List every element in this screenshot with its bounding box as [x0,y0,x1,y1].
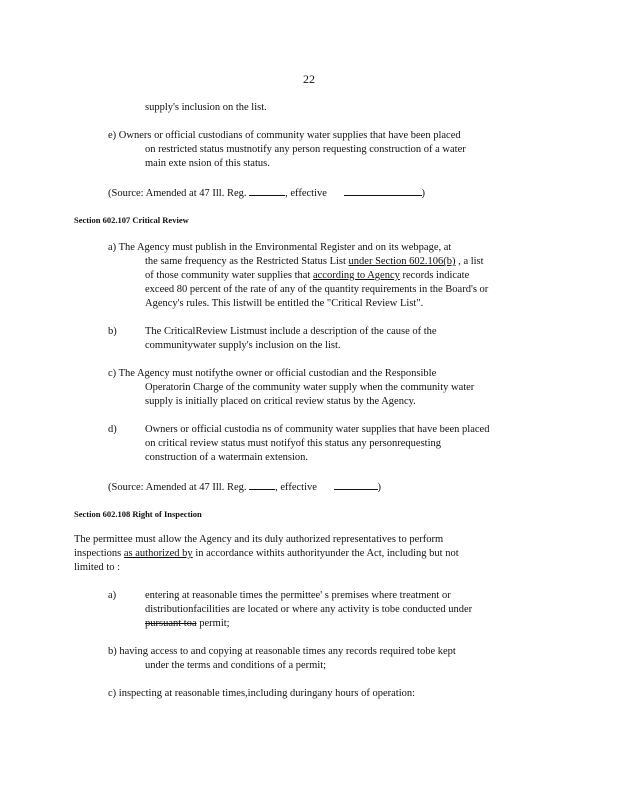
text-segment: in accordance withits authorityunder the Act, including but not [192,548,459,559]
paragraph-b-line: The CriticalReview Listmust include a description of the cause of the [145,326,437,337]
text-line: supply's inclusion on the list. [145,102,267,113]
text-line: construction of a watermain extension. [145,452,308,463]
item-b-line: b) having access to and copying at reasonable times any records required tobe kept [108,646,456,657]
effective-label: , effective [275,482,317,493]
close-paren: ) [421,188,426,199]
text-line: exceed 80 percent of the rate of any of the quantity requirements in the Board's or [145,284,489,295]
text-line [145,255,484,269]
close-paren: ) [377,482,382,493]
text-line: on restricted status mustnotify any person requesting construction of a water [145,144,466,155]
section-heading: Section 602.107 Critical Review [74,215,189,225]
blank-line [249,185,285,196]
inserted-text: according to Agency [312,270,400,281]
text-line: The permittee must allow the Agency and its duly authorized representatives to perform [74,534,444,545]
paragraph-e-line: e) Owners or official custodians of community water supplies that have been placed [108,130,461,141]
text-segment: inspections [74,548,124,559]
source-note [108,479,381,495]
text-segment: , a list [455,256,484,267]
paragraph-d-line: Owners or official custodia ns of community water supplies that have been placed [145,424,490,435]
paragraph-a-line: a) The Agency must publish in the Environmental Register and on its webpage, at [108,242,452,253]
paragraph-d-label: d) [108,424,117,435]
item-a-label: a) [108,590,117,601]
blank-line [249,479,275,490]
text-line: limited to : [74,562,121,573]
source-label: (Source: Amended at 47 Ill. Reg. [108,482,247,493]
blank-line [334,479,378,490]
section-heading: Section 602.108 Right of Inspection [74,509,202,519]
page-number: 22 [303,72,315,86]
text-segment: records indicate [399,270,470,281]
item-a-line: entering at reasonable times the permittee' s premises where treatment or [145,590,451,601]
text-line: Agency's rules. This listwill be entitled the "Critical Review List". [145,298,424,309]
text-line: main exte nsion of this status. [145,158,270,169]
paragraph-b-label: b) [108,326,117,337]
text-segment: the same frequency as the Restricted Status List [145,256,346,267]
effective-label: , effective [285,188,327,199]
text-line [74,547,459,561]
deleted-text: pursuant toa [145,618,197,629]
source-label: (Source: Amended at 47 Ill. Reg. [108,188,247,199]
text-line [145,269,469,283]
text-line: Operatorin Charge of the community water supply when the community water [145,382,475,393]
text-line: on critical review status must notifyof this status any personrequesting [145,438,441,449]
item-c-line: c) inspecting at reasonable times,including duringany hours of operation: [108,688,416,699]
text-segment: of those community water supplies that [145,270,311,281]
blank-line [344,185,422,196]
source-note [108,185,425,201]
paragraph-c-line: c) The Agency must notifythe owner or official custodian and the Responsible [108,368,437,379]
text-segment: permit; [196,618,230,629]
inserted-text: under Section 602.106(b) [348,256,456,267]
text-line [145,617,230,631]
inserted-text: as authorized by [123,548,193,559]
text-line: under the terms and conditions of a permit; [145,660,327,671]
text-line: communitywater supply's inclusion on the list. [145,340,341,351]
text-line: supply is initially placed on critical review status by the Agency. [145,396,416,407]
text-line: distributionfacilities are located or where any activity is tobe conducted under [145,604,473,615]
